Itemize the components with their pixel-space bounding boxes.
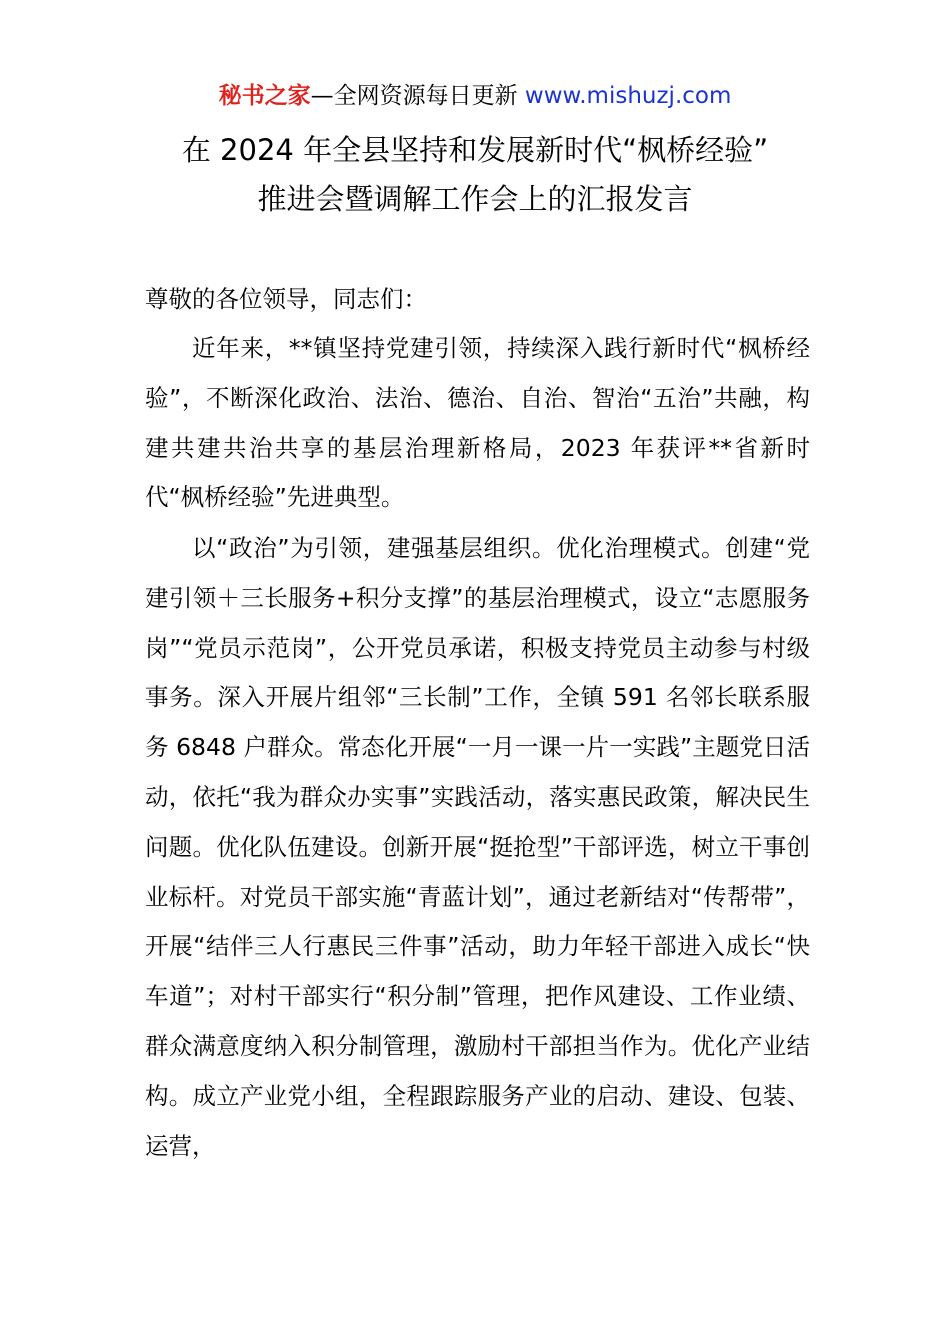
header-tagline: —全网资源每日更新 <box>310 83 518 109</box>
salutation: 尊敬的各位领导，同志们： <box>145 285 427 313</box>
document-title-line-1: 在 2024 年全县坚持和发展新时代“枫桥经验” <box>181 133 769 167</box>
paragraph-politics: 以“政治”为引领，建强基层组织。优化治理模式。创建“党建引领＋三长服务+积分支撑”的基层治理模式，设立“志愿服务岗”“党员示范岗”，公开党员承诺，积极支持党员主动参与村级事务。深入开展片组邻“三长制”工作，全镇 591 名邻长联系服务 6848 户群众。常态化开展“一月一课一片一实践”主题党日活动，依托“我为群众办实事”实践活动，落实惠民政策，解决民生问题。优化队伍建设。创新开展“挺抢型”干部评选，树立干事创业标杆。对党员干部实施“青蓝计划”，通过老新结对“传帮带”，开展“结伴三人行惠民三件事”活动，助力年轻干部进入成长“快车道”；对村干部实行“积分制”管理，把作风建设、工作业绩、群众满意度纳入积分制管理，激励村干部担当作为。优化产业结构。成立产业党小组，全程跟踪服务产业的启动、建设、包装、运营， <box>145 534 810 1160</box>
site-header <box>0 80 950 112</box>
site-url-link[interactable]: www.mishuzj.com <box>524 83 732 109</box>
paragraph-intro: 近年来，**镇坚持党建引领，持续深入践行新时代“枫桥经验”，不断深化政治、法治、德治、自治、智治“五治”共融，构建共建共治共享的基层治理新格局，2023 年获评**省新时代“枫桥经验”先进典型。 <box>145 334 810 512</box>
document-title-line-2: 推进会暨调解工作会上的汇报发言 <box>257 182 693 216</box>
brand-name: 秘书之家 <box>218 83 311 109</box>
